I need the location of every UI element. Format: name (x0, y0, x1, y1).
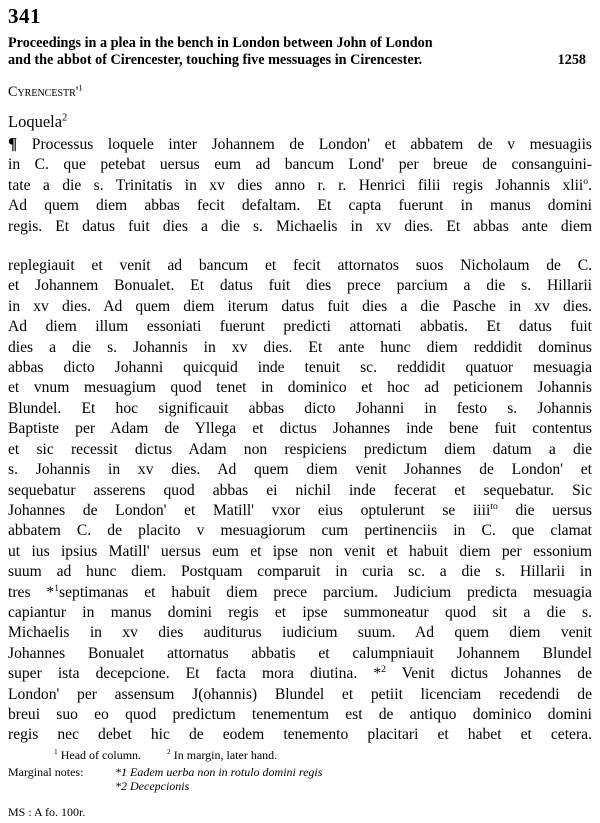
document-heading (8, 35, 592, 69)
text-line: Michaelis in xv dies auditurus iudicium suum. Ad quem diem venit (8, 624, 592, 642)
text-block-1 (8, 134, 592, 237)
text-line: suum ad hunc diem. Postquam comparuit in curia sc. a die s. Hillarii in (8, 563, 592, 581)
paragraph-mark: ¶ (8, 134, 18, 153)
text-line: abbatem C. de placito v mesuagiorum cum pertinenciis in C. que clamat (8, 522, 592, 540)
marginal-notes-label: Marginal notes: (8, 764, 84, 779)
marginal-note: *1 Eadem uerba non in rotulo domini regis (115, 764, 323, 779)
footnotes (8, 748, 592, 762)
marginal-note: *2 Decepcionis (115, 778, 190, 793)
text-block-2 (8, 256, 592, 746)
footnote-ref-1: 1 (78, 82, 83, 93)
text-line: regis nec debet hic de eodem tenemento placitari et habet et cetera. (8, 726, 592, 744)
text-line: tres *$^1$septimanas et habuit diem prece parcium. Judicium predicta mesuagia (8, 582, 592, 601)
place-heading-text: Cyrencestr' (8, 84, 79, 100)
text-line: ¶ Processus loquele inter Johannem de London' et abbatem de v mesuagiis (8, 134, 592, 153)
text-line: et sic recessit dictus Adam non respiciens predictum diem datum a die (8, 440, 592, 458)
text-line: Baptiste per Adam de Yllega et dictus Johannes inde bene fuit contentus (8, 420, 592, 438)
text-line: Johannes de London' et Matill' vxor eius optulerunt se iiii$^{to}$ die uersus (8, 500, 592, 519)
text-line: breui suo eo quod predictum tenementum est de antiquo dominico domini (8, 705, 592, 723)
text-line: super ista decepcione. Et facta mora diutina. *$^2$ Venit dictus Johannes de (8, 663, 592, 683)
footnote-mark: 1 (54, 746, 58, 756)
text-line: in xv dies. Ad quem diem iterum datus fuit dies a die Pasche in xv dies. (8, 297, 592, 315)
marginal-ref-1: 1 (54, 582, 60, 594)
document-page (8, 4, 592, 820)
heading-year: 1258 (557, 52, 586, 68)
text-line: replegiauit et venit ad bancum et fecit attornatos suos Nicholaum de C. (8, 257, 592, 275)
text-line: et Johannem Bonualet. Et datus fuit dies prece parcium a die s. Hillarii (8, 277, 592, 295)
text-line: regis. Et datus fuit dies a die s. Michaelis in xv dies. Et abbas ante diem (8, 217, 592, 235)
text-line: sequebatur asserens quod abbas ei nichil inde fecerat et sequebatur. Sic (8, 481, 592, 499)
text-line: ut ius ipsius Matill' uersus eum et ipse non venit et habuit diem per essonium (8, 542, 592, 560)
text-line: tate a die s. Trinitatis in xv dies anno r. r. Henrici filii regis Johannis xlii$^o$. (8, 175, 592, 194)
section-label (8, 112, 592, 132)
footnote-mark: 2 (167, 746, 171, 756)
text-line: dies a die s. Johannis in xv dies. Et ante hunc diem reddidit dominus (8, 338, 592, 356)
footnote-text: Head of column. (60, 747, 142, 762)
text-line: Ad quem diem abbas fecit defaltam. Et capta fuerunt in manus domini (8, 197, 592, 215)
section-label-text: Loquela (8, 112, 63, 131)
text-line: Blundel. Et hoc significauit abbas dicto Johanni in festo s. Johannis (8, 399, 592, 417)
footnote-ref-2: 2 (62, 112, 68, 124)
heading-line-2: and the abbot of Cirencester, touching five messuages in Cirencester. (8, 52, 423, 68)
regnal-superscript: o (583, 175, 589, 187)
text-line: abbas dicto Johanni quicquid inde tenuit sc. reddidit quatuor mesuagia (8, 359, 592, 377)
marginal-notes-list (115, 765, 322, 793)
marginal-ref-2: 2 (381, 663, 386, 675)
manuscript-reference: MS : A fo. 100r. (8, 804, 86, 819)
document-number: 341 (8, 4, 41, 28)
text-line: in C. que petebat uersus eum ad bancum Lond' per breue de consanguini- (8, 156, 592, 174)
text-line: s. Johannis in xv dies. Ad quem diem venit Johannes de London' et (8, 461, 592, 479)
text-line: Johannes Bonualet attornatus abbatis et calumpniauit Johannem Blundel (8, 644, 592, 662)
footnote-text: In margin, later hand. (173, 747, 278, 762)
heading-line-1: Proceedings in a plea in the bench in London between John of London (8, 35, 433, 51)
text-line: London' per assensum J(ohannis) Blundel et petiit licenciam recedendi de (8, 685, 592, 703)
text-line: et vnum mesuagium quod tenet in dominico et hoc ad peticionem Johannis (8, 379, 592, 397)
text-line: capiantur in manus domini regis et ipse summoneatur quod sit a die s. (8, 603, 592, 621)
ordinal-superscript: to (490, 500, 498, 512)
place-heading (8, 84, 592, 101)
text-line: Ad diem illum essoniati fuerunt predicti attornati abbatis. Et datus fuit (8, 318, 592, 336)
marginal-notes (8, 765, 592, 793)
